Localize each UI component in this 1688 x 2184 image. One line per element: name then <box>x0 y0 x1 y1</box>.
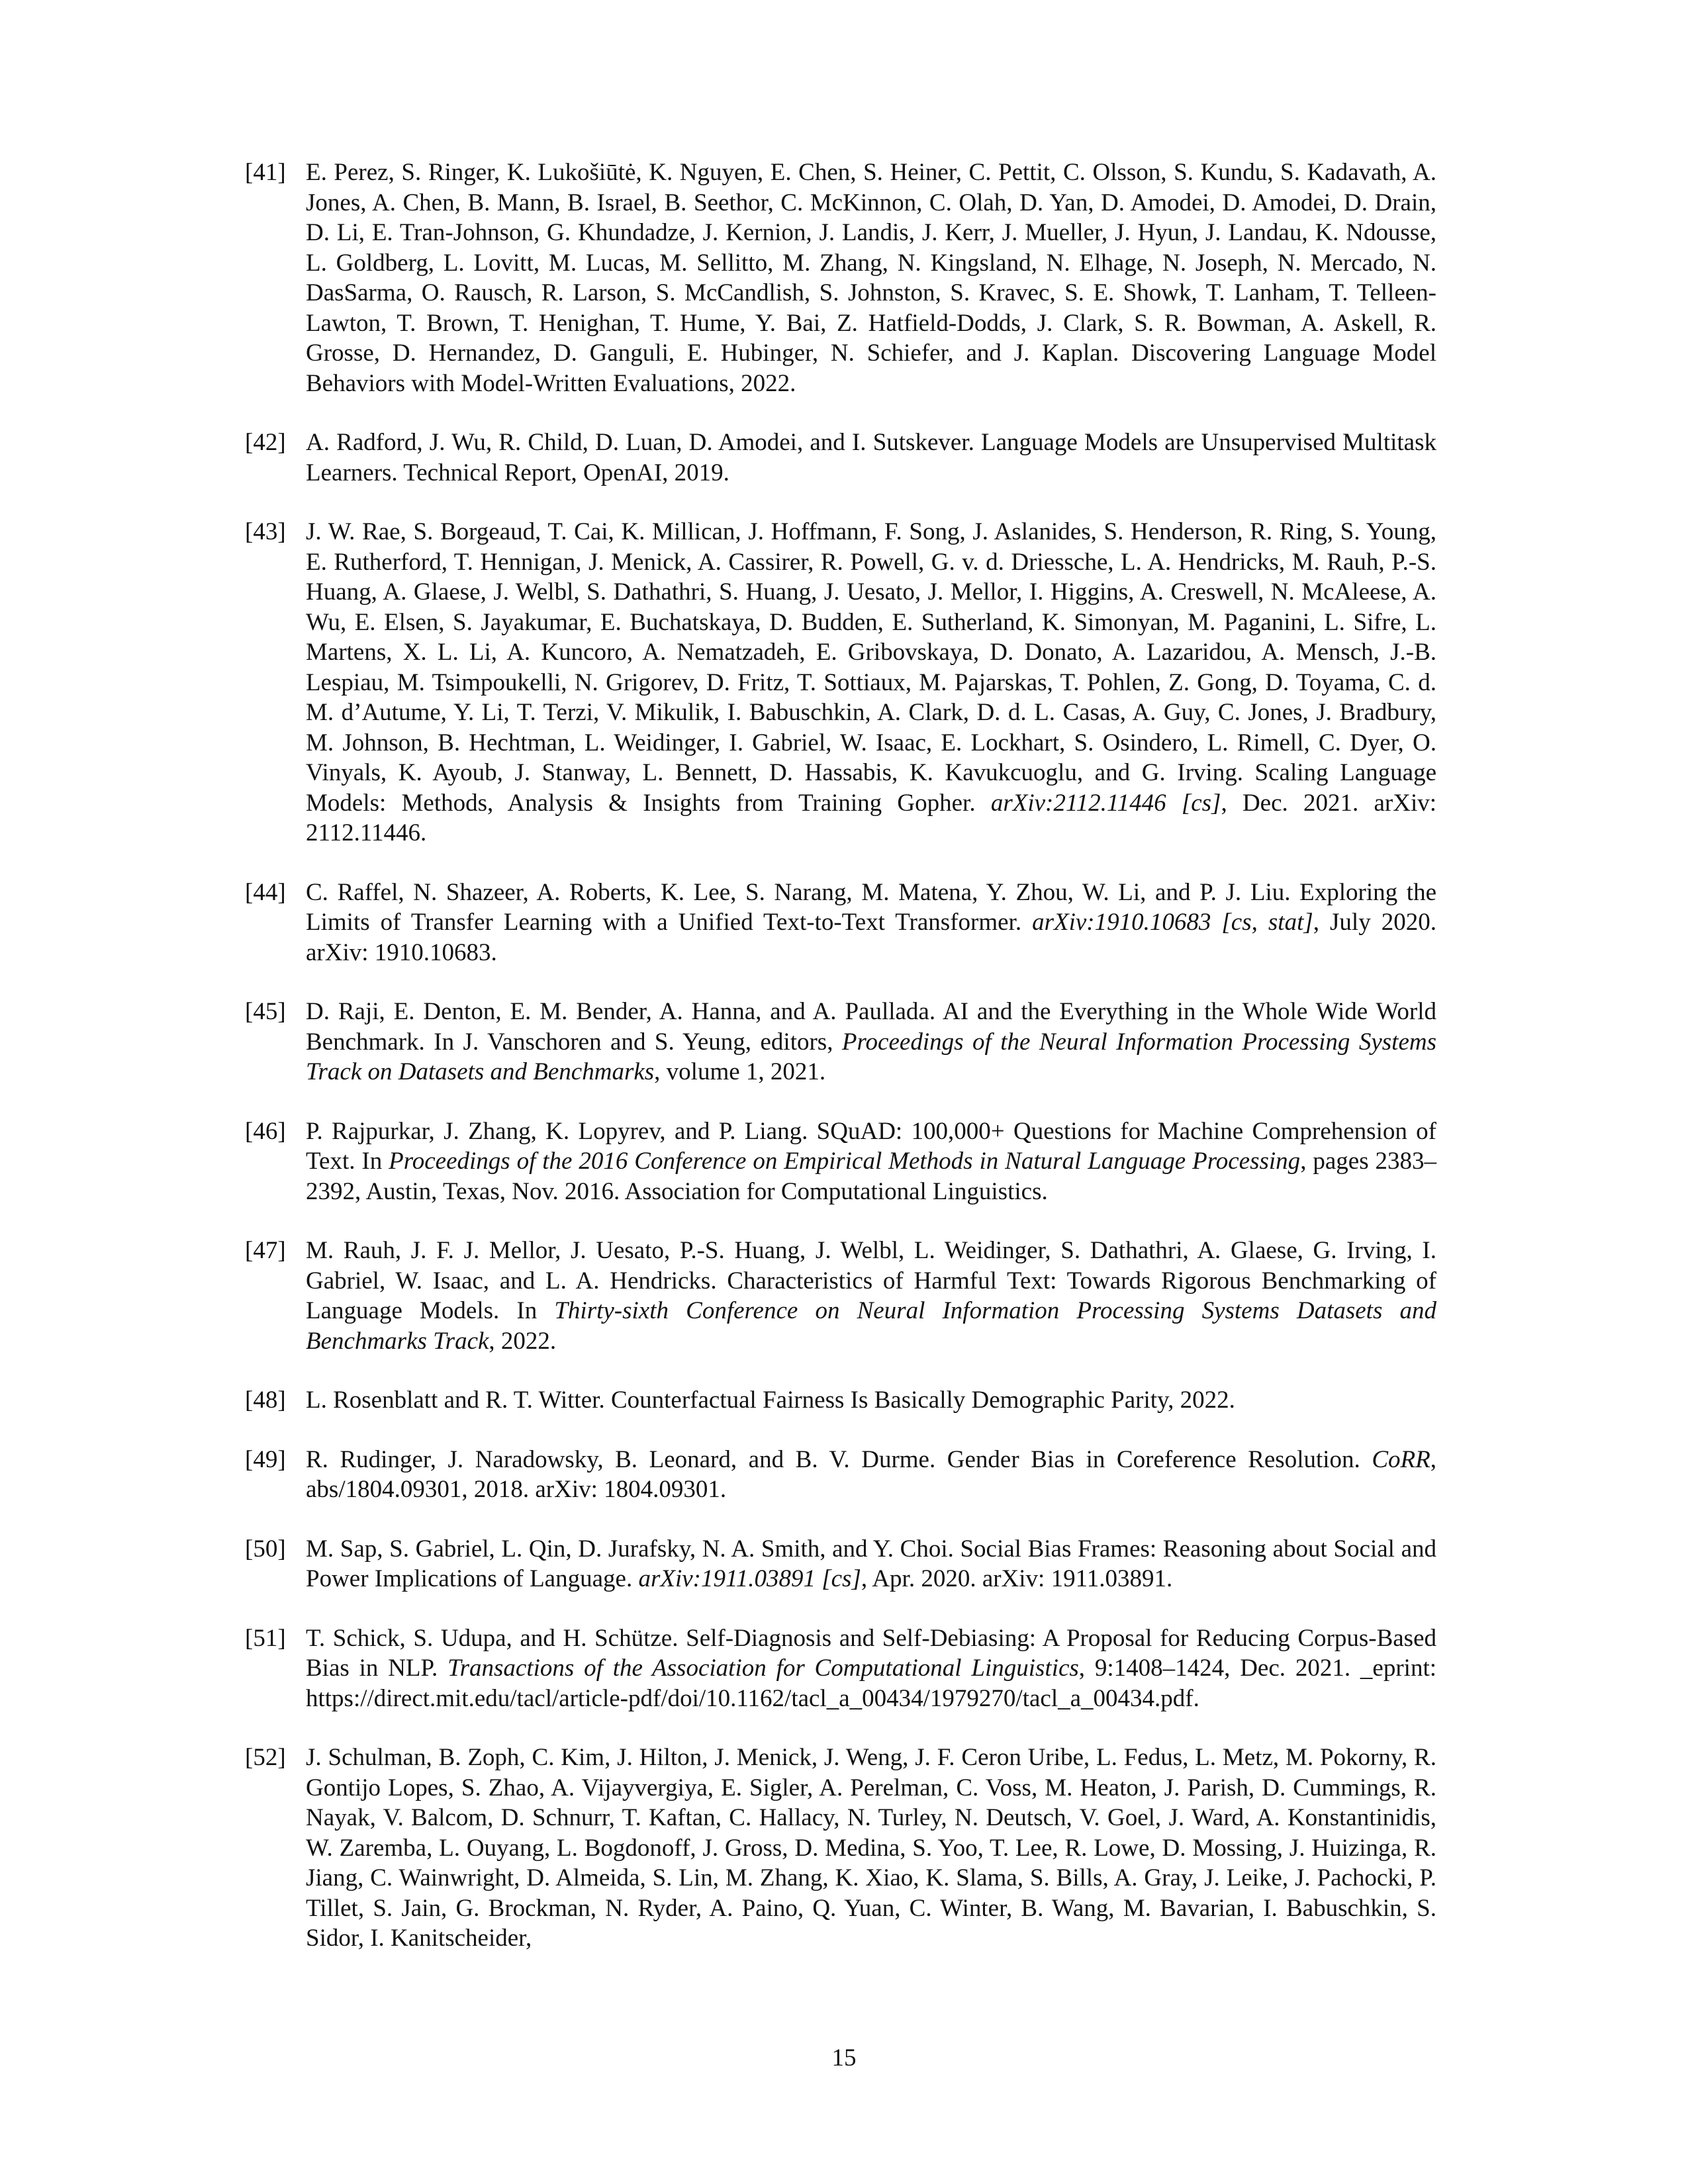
reference-entry <box>245 1385 1436 1416</box>
reference-entry <box>245 158 1436 398</box>
reference-segment: J. Schulman, B. Zoph, C. Kim, J. Hilton, J. Menick, J. Weng, J. F. Ceron Uribe, L. Fedus, L. Metz, M. Pokorny, R. Gontijo Lopes, S. Zhao, A. Vijayvergiya, E. Sigler, A. Perelman, C. Voss, M. Heaton, J. Parish, D. Cummings, R. Nayak, V. Balcom, D. Schnurr, T. Kaftan, C. Hallacy, N. Turley, N. Deutsch, V. Goel, J. Ward, A. Konstantinidis, W. Zaremba, L. Ouyang, L. Bogdonoff, J. Gross, D. Medina, S. Yoo, T. Lee, R. Lowe, D. Mossing, J. Huizinga, R. Jiang, C. Wainwright, D. Almeida, S. Lin, M. Zhang, K. Xiao, K. Slama, S. Bills, A. Gray, J. Leike, J. Pachocki, P. Tillet, S. Jain, G. Brockman, N. Ryder, A. Paino, Q. Yuan, C. Winter, B. Wang, M. Bavarian, I. Babuschkin, S. Sidor, I. Kanitscheider, <box>306 1744 1436 1952</box>
reference-segment: , abs/1804.09301, 2018. arXiv: 1804.09301. <box>306 1445 1436 1503</box>
reference-number: [46] <box>245 1117 286 1145</box>
reference-segment: R. Rudinger, J. Naradowsky, B. Leonard, and B. V. Durme. Gender Bias in Coreference Resolution. <box>306 1445 1372 1473</box>
reference-text <box>306 878 1436 968</box>
reference-number: [44] <box>245 878 286 906</box>
reference-venue-italic: Transactions of the Association for Computational Linguistics <box>447 1655 1079 1682</box>
reference-segment: C. Raffel, N. Shazeer, A. Roberts, K. Lee, S. Narang, M. Matena, Y. Zhou, W. Li, and P. J. Liu. Exploring the Limits of Transfer Learning with a Unified Text-to-Text Transformer. <box>306 878 1436 936</box>
reference-segment: , volume 1, 2021. <box>654 1058 826 1085</box>
reference-list <box>245 158 1436 1983</box>
reference-segment: M. Sap, S. Gabriel, L. Qin, D. Jurafsky, N. A. Smith, and Y. Choi. Social Bias Frames: Reasoning about Social and Power Implications of Language. <box>306 1535 1436 1592</box>
reference-venue-italic: Thirty-sixth Conference on Neural Information Processing Systems Datasets and Benchmarks Track <box>306 1297 1436 1355</box>
reference-segment: A. Radford, J. Wu, R. Child, D. Luan, D. Amodei, and I. Sutskever. Language Models are Unsupervised Multitask Learners. Technical Report, OpenAI, 2019. <box>306 429 1436 486</box>
reference-text <box>306 1623 1436 1714</box>
reference-number: [48] <box>245 1387 286 1414</box>
reference-segment: , 2022. <box>489 1327 557 1355</box>
reference-venue-italic: arXiv:1910.10683 [cs, stat] <box>1032 909 1313 936</box>
reference-segment: D. Raji, E. Denton, E. M. Bender, A. Hanna, and A. Paullada. AI and the Everything in the Whole Wide World Benchmark. In J. Vanschoren and S. Yeung, editors, <box>306 998 1436 1056</box>
reference-entry <box>245 1743 1436 1954</box>
reference-venue-italic: CoRR <box>1372 1445 1430 1473</box>
reference-segment: , Apr. 2020. arXiv: 1911.03891. <box>861 1565 1173 1592</box>
reference-segment: T. Schick, S. Udupa, and H. Schütze. Self-Diagnosis and Self-Debiasing: A Proposal for Reducing Corpus-Based Bias in NLP. <box>306 1624 1436 1682</box>
reference-text <box>306 1116 1436 1207</box>
reference-segment: E. Perez, S. Ringer, K. Lukošiūtė, K. Nguyen, E. Chen, S. Heiner, C. Pettit, C. Olsson, S. Kundu, S. Kadavath, A. Jones, A. Chen, B. Mann, B. Israel, B. Seethor, C. McKinnon, C. Olah, D. Yan, D. Amodei, D. Amodei, D. Drain, D. Li, E. Tran-Johnson, G. Khundadze, J. Kernion, J. Landis, J. Kerr, J. Mueller, J. Hyun, J. Landau, K. Ndousse, L. Goldberg, L. Lovitt, M. Lucas, M. Sellitto, M. Zhang, N. Kingsland, N. Elhage, N. Joseph, N. Mercado, N. DasSarma, O. Rausch, R. Larson, S. McCandlish, S. Johnston, S. Kravec, S. E. Showk, T. Lanham, T. Telleen-Lawton, T. Brown, T. Henighan, T. Hume, Y. Bai, Z. Hatfield-Dodds, J. Clark, S. R. Bowman, A. Askell, R. Grosse, D. Hernandez, D. Ganguli, E. Hubinger, N. Schiefer, and J. Kaplan. Discovering Language Model Behaviors with Model-Written Evaluations, 2022. <box>306 159 1436 397</box>
reference-venue-italic: arXiv:1911.03891 [cs] <box>638 1565 861 1592</box>
reference-segment: M. Rauh, J. F. J. Mellor, J. Uesato, P.-S. Huang, J. Welbl, L. Weidinger, S. Dathathri, A. Glaese, G. Irving, I. Gabriel, W. Isaac, and L. A. Hendricks. Characteristics of Harmful Text: Towards Rigorous Benchmarking of Language Models. In <box>306 1237 1436 1324</box>
reference-segment: , Dec. 2021. arXiv: 2112.11446. <box>306 789 1436 846</box>
reference-segment: , July 2020. arXiv: 1910.10683. <box>306 909 1436 966</box>
reference-number: [49] <box>245 1445 286 1473</box>
reference-text <box>306 1743 1436 1954</box>
reference-text <box>306 428 1436 488</box>
reference-text <box>306 1236 1436 1356</box>
reference-number: [51] <box>245 1624 286 1652</box>
reference-segment: P. Rajpurkar, J. Zhang, K. Lopyrev, and P. Liang. SQuAD: 100,000+ Questions for Machine Comprehension of Text. In <box>306 1117 1436 1175</box>
reference-text <box>306 1445 1436 1505</box>
reference-text <box>306 1385 1436 1416</box>
reference-text <box>306 517 1436 848</box>
reference-number: [42] <box>245 429 286 456</box>
reference-venue-italic: Proceedings of the 2016 Conference on Empirical Methods in Natural Language Processing <box>389 1148 1301 1175</box>
reference-entry <box>245 878 1436 968</box>
reference-segment: L. Rosenblatt and R. T. Witter. Counterfactual Fairness Is Basically Demographic Parity, 2022. <box>306 1387 1235 1414</box>
reference-entry <box>245 1236 1436 1356</box>
reference-number: [52] <box>245 1744 286 1771</box>
reference-entry <box>245 1623 1436 1714</box>
reference-entry <box>245 428 1436 488</box>
page-number: 15 <box>831 2044 857 2071</box>
reference-venue-italic: arXiv:2112.11446 [cs] <box>990 789 1221 817</box>
reference-entry <box>245 1116 1436 1207</box>
reference-entry <box>245 997 1436 1087</box>
reference-number: [45] <box>245 998 286 1025</box>
reference-segment: , 9:1408–1424, Dec. 2021. _eprint: https://direct.mit.edu/tacl/article-pdf/doi/10.1162/tacl_a_00434/1979270/tacl_a_00434.pdf. <box>306 1655 1436 1712</box>
reference-segment: , pages 2383–2392, Austin, Texas, Nov. 2016. Association for Computational Linguistics. <box>306 1148 1436 1205</box>
reference-entry <box>245 1534 1436 1594</box>
reference-number: [43] <box>245 518 286 545</box>
reference-venue-italic: Proceedings of the Neural Information Processing Systems Track on Datasets and Benchmarks <box>306 1028 1436 1085</box>
reference-text <box>306 997 1436 1087</box>
reference-segment: J. W. Rae, S. Borgeaud, T. Cai, K. Millican, J. Hoffmann, F. Song, J. Aslanides, S. Henderson, R. Ring, S. Young, E. Rutherford, T. Hennigan, J. Menick, A. Cassirer, R. Powell, G. v. d. Driessche, L. A. Hendricks, M. Rauh, P.-S. Huang, A. Glaese, J. Welbl, S. Dathathri, S. Huang, J. Uesato, J. Mellor, I. Higgins, A. Creswell, N. McAleese, A. Wu, E. Elsen, S. Jayakumar, E. Buchatskaya, D. Budden, E. Sutherland, K. Simonyan, M. Paganini, L. Sifre, L. Martens, X. L. Li, A. Kuncoro, A. Nematzadeh, E. Gribovskaya, D. Donato, A. Lazaridou, A. Mensch, J.-B. Lespiau, M. Tsimpoukelli, N. Grigorev, D. Fritz, T. Sottiaux, M. Pajarskas, T. Pohlen, Z. Gong, D. Toyama, C. d. M. d’Autume, Y. Li, T. Terzi, V. Mikulik, I. Babuschkin, A. Clark, D. d. L. Casas, A. Guy, C. Jones, J. Bradbury, M. Johnson, B. Hechtman, L. Weidinger, I. Gabriel, W. Isaac, E. Lockhart, S. Osindero, L. Rimell, C. Dyer, O. Vinyals, K. Ayoub, J. Stanway, L. Bennett, D. Hassabis, K. Kavukcuoglu, and G. Irving. Scaling Language Models: Methods, Analysis & Insights from Training Gopher. <box>306 518 1436 817</box>
reference-number: [47] <box>245 1237 286 1264</box>
reference-text <box>306 158 1436 398</box>
reference-entry <box>245 1445 1436 1505</box>
reference-text <box>306 1534 1436 1594</box>
reference-number: [41] <box>245 159 286 186</box>
reference-entry <box>245 517 1436 848</box>
reference-number: [50] <box>245 1535 286 1563</box>
